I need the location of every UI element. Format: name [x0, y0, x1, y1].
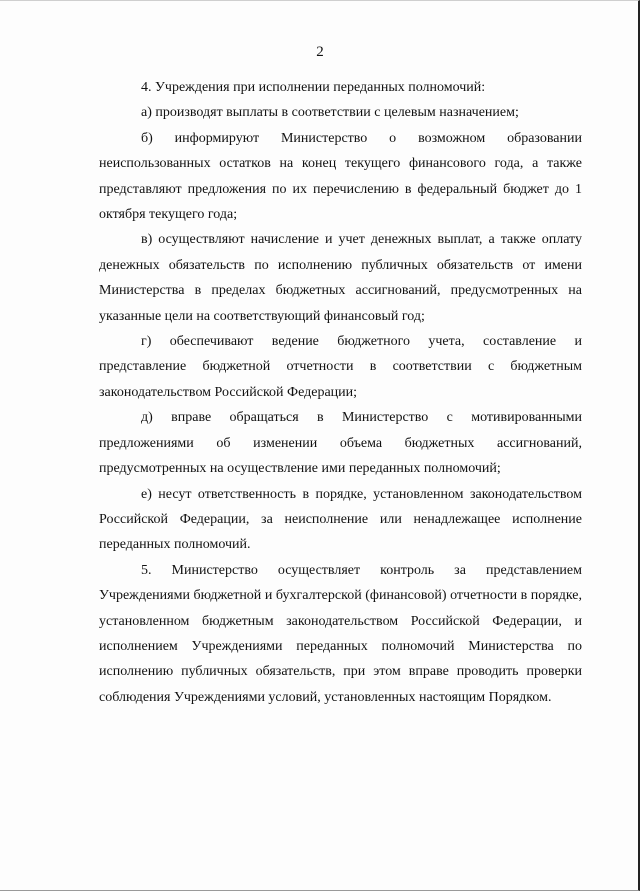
paragraph-subitem-v: в) осуществляют начисление и учет денежных выплат, а также оплату денежных обязательств по исполнению публичных обязательств от имени Министерства в пределах бюджетных ассигнований, предусмотренных на указанные цели на соответствующий финансовый год; [99, 232, 582, 324]
document-body [99, 75, 582, 710]
paragraph-subitem-d: д) вправе обращаться в Министерство с мотивированными предложениями об изменении объема бюджетных ассигнований, предусмотренных на осуществление ими переданных полномочий; [99, 410, 582, 477]
paragraph-subitem-g: г) обеспечивают ведение бюджетного учета, составление и представление бюджетной отчетности в соответствии с бюджетным законодательством Российской Федерации; [99, 334, 582, 400]
page-number: 2 [316, 44, 324, 60]
paragraph-item-4: 4. Учреждения при исполнении переданных полномочий: [141, 80, 486, 95]
paragraph-item-5: 5. Министерство осуществляет контроль за представлением Учреждениями бюджетной и бухгалтерской (финансовой) отчетности в порядке, установленном бюджетным законодательством Российской Федерации, и исполнением Учреждениями переданных полномочий Министерства по исполнению публичных обязательств, при этом вправе проводить проверки соблюдения Учреждениями условий, установленных настоящим Порядком. [99, 562, 582, 705]
paragraph-subitem-b: б) информируют Министерство о возможном образовании неиспользованных остатков на конец текущего финансового года, а также представляют предложения по их перечислению в федеральный бюджет до 1 октября текущего года; [99, 130, 582, 223]
paragraph-subitem-e: е) несут ответственность в порядке, установленном законодательством Российской Федерации, за неисполнение или ненадлежащее исполнение переданных полномочий. [99, 486, 582, 553]
paragraph-subitem-a: а) производят выплаты в соответствии с целевым назначением; [141, 105, 519, 121]
